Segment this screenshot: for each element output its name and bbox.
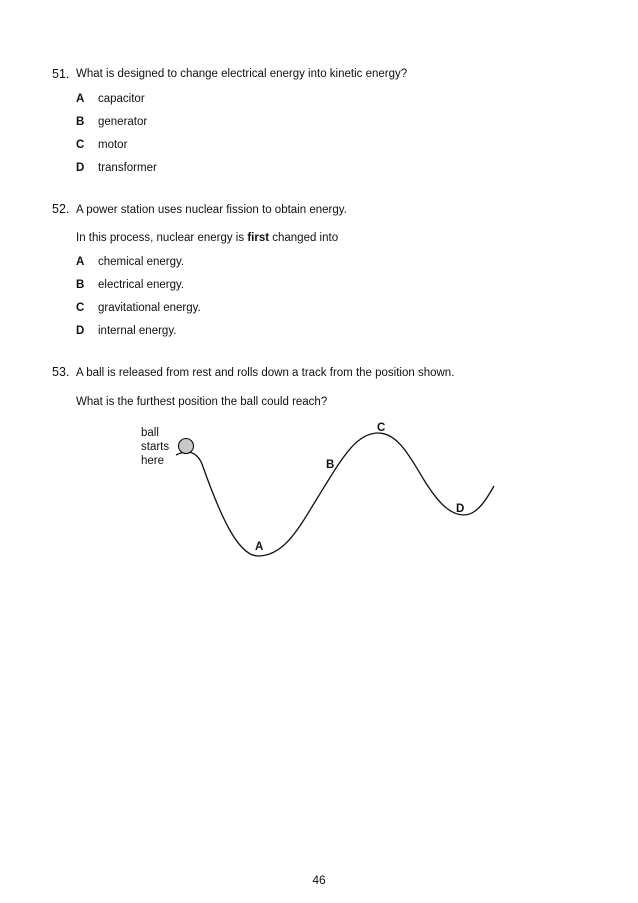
option-letter-d: D <box>76 325 85 337</box>
option-text-d: transformer <box>98 162 157 174</box>
position-label-a: A <box>255 541 264 553</box>
substem-after: changed into <box>269 232 339 244</box>
option-text-c: motor <box>98 139 128 151</box>
ball-label-line-3: here <box>141 455 165 467</box>
position-label-c: C <box>377 422 386 434</box>
question-stem: A power station uses nuclear fission to obtain energy. <box>76 204 347 216</box>
position-label-b: B <box>326 459 335 471</box>
question-number: 53. <box>52 365 70 379</box>
page-number: 46 <box>312 873 326 887</box>
option-letter-a: A <box>76 256 85 268</box>
option-letter-c: C <box>76 302 85 314</box>
option-text-a: capacitor <box>98 93 145 105</box>
option-text-d: internal energy. <box>98 325 177 337</box>
option-text-b: generator <box>98 116 148 128</box>
option-letter-c: C <box>76 139 85 151</box>
question-substem: What is the furthest position the ball could reach? <box>76 396 328 408</box>
substem-bold: first <box>247 232 270 244</box>
substem-before: In this process, nuclear energy is <box>76 232 248 244</box>
option-text-c: gravitational energy. <box>98 302 201 314</box>
option-letter-a: A <box>76 93 85 105</box>
option-letter-b: B <box>76 116 85 128</box>
option-letter-b: B <box>76 279 85 291</box>
ball-label-line-1: ball <box>141 427 159 439</box>
ball <box>179 439 194 454</box>
question-number: 51. <box>52 67 70 81</box>
option-letter-d: D <box>76 162 85 174</box>
position-label-d: D <box>456 503 465 515</box>
question-stem: What is designed to change electrical energy into kinetic energy? <box>76 68 408 80</box>
ball-label-line-2: starts <box>141 441 170 453</box>
question-number: 52. <box>52 202 70 216</box>
question-stem: A ball is released from rest and rolls down a track from the position shown. <box>76 367 455 379</box>
track-curve <box>176 433 494 556</box>
option-text-b: electrical energy. <box>98 279 185 291</box>
option-text-a: chemical energy. <box>98 256 185 268</box>
